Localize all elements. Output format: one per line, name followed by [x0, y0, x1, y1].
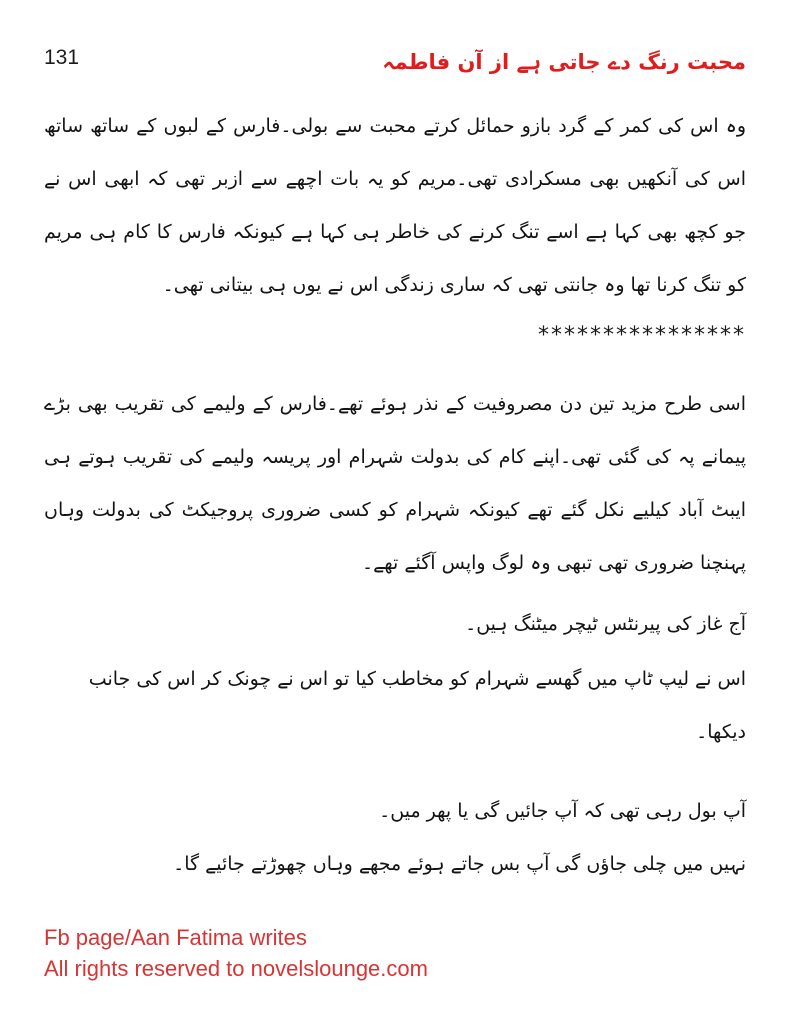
footer-credits — [44, 922, 428, 984]
story-dialog-1: آپ بول رہی تھی کہ آپ جائیں گی یا پھر میں۔ — [379, 800, 746, 822]
story-paragraph: اسی طرح مزید تین دن مصروفیت کے نذر ہوئے تھے۔فارس کے ولیمے کی تقریب بھی بڑے پیمانے پہ کی گئی تھی۔اپنے کام کی بدولت شہرام اور پریسہ ولیمے کی تقریب ہوتے ہی ایبٹ آباد کیلیے نکل گئے تھے کیونکہ شہرام کو کسی ضروری پروجیکٹ کی بدولت وہاں پہنچنا ضروری تھی تبھی وہ لوگ واپس آگئے تھے۔ — [44, 393, 746, 574]
story-paragraph: وہ اس کی کمر کے گرد بازو حمائل کرتے محبت سے بولی۔فارس کے لبوں کے ساتھ ساتھ اس کی آنکھیں بھی مسکرادی تھی۔مریم کو یہ بات اچھے سے ازبر تھی کہ ابھی اس نے جو کچھ بھی کہا ہے اسے تنگ کرنے کی خاطر ہی کہا ہے کیونکہ فارس کا کام ہی مریم کو تنگ کرنا تھا وہ جانتی تھی کہ ساری زندگی اس نے یوں ہی بیتانی تھی۔ — [44, 115, 746, 296]
story-line-laptop: اس نے لیپ ٹاپ میں گھسے شہرام کو مخاطب کیا تو اس نے چونک کر اس کی جانب دیکھا۔ — [88, 668, 746, 743]
story-line-meeting: آج غاز کی پیرنٹس ٹیچر میٹنگ ہیں۔ — [465, 613, 746, 635]
story-dialog-2: نہیں میں چلی جاؤں گی آپ بس جاتے ہوئے مجھے وہاں چھوڑتے جائیے گا۔ — [173, 853, 746, 875]
story-text — [44, 100, 746, 891]
book-title: محبت رنگ دے جاتی ہے از آن فاطمہ — [382, 50, 746, 74]
footer-fb-page: Fb page/Aan Fatima writes — [44, 925, 307, 950]
footer-rights: All rights reserved to novelslounge.com — [44, 956, 428, 981]
section-separator: **************** — [538, 323, 746, 348]
page-number: 131 — [44, 46, 80, 69]
